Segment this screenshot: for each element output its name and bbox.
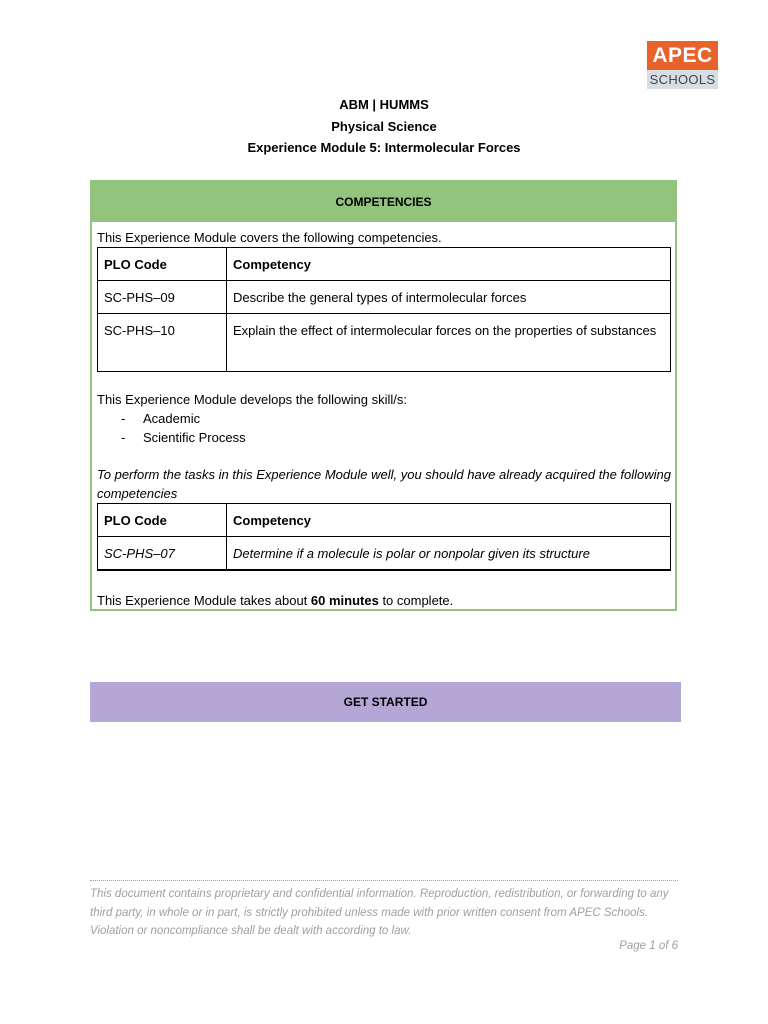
table-row xyxy=(98,314,671,372)
logo-apec-text: APEC xyxy=(647,41,718,70)
table-header-competency: Competency xyxy=(227,504,671,537)
competencies-section xyxy=(90,180,677,611)
confidentiality-disclaimer: This document contains proprietary and confidential information. Reproduction, redistribution, or forwarding to any third party, in whole or in part, is strictly prohibited unless made with prior written consent from APEC Schools. Violation or noncompliance shall be dealt with according to law. xyxy=(90,888,669,937)
competency-cell: Describe the general types of intermolecular forces xyxy=(227,281,671,314)
plo-code-cell: SC-PHS–09 xyxy=(98,281,227,314)
list-item: - Scientific Process xyxy=(121,430,246,445)
table-row xyxy=(98,281,671,314)
competencies-table xyxy=(97,247,671,372)
plo-code-cell: SC-PHS–10 xyxy=(98,314,227,372)
table-header-plo-code: PLO Code xyxy=(98,248,227,281)
apec-schools-logo xyxy=(647,41,718,89)
module-title: Experience Module 5: Intermolecular Forces xyxy=(247,140,521,155)
competencies-intro: This Experience Module covers the following competencies. xyxy=(97,230,442,245)
page-number: Page 1 of 6 xyxy=(619,940,678,952)
skills-list xyxy=(97,409,671,447)
prerequisite-table xyxy=(97,503,671,571)
table-header-row xyxy=(98,504,671,537)
competencies-heading: COMPETENCIES xyxy=(92,182,675,222)
table-row xyxy=(98,537,671,571)
footer-divider xyxy=(90,880,678,881)
prerequisite-intro: To perform the tasks in this Experience Module well, you should have already acquired the following competencies xyxy=(97,467,672,501)
plo-code-cell: SC-PHS–07 xyxy=(98,537,227,571)
document-header xyxy=(0,94,768,159)
table-header-competency: Competency xyxy=(227,248,671,281)
table-header-plo-code: PLO Code xyxy=(98,504,227,537)
skills-intro: This Experience Module develops the following skill/s: xyxy=(97,392,407,407)
logo-schools-text: SCHOOLS xyxy=(647,70,718,89)
subject-title: Physical Science xyxy=(331,118,437,134)
competency-cell: Determine if a molecule is polar or nonpolar given its structure xyxy=(227,537,671,571)
get-started-heading: GET STARTED xyxy=(90,682,681,722)
competency-cell: Explain the effect of intermolecular forces on the properties of substances xyxy=(227,314,671,372)
duration-text: This Experience Module takes about 60 minutes to complete. xyxy=(97,593,454,608)
duration-value: 60 minutes xyxy=(310,593,379,608)
strand-title: ABM | HUMMS xyxy=(339,97,429,112)
list-item: - Academic xyxy=(121,411,201,426)
table-header-row xyxy=(98,248,671,281)
